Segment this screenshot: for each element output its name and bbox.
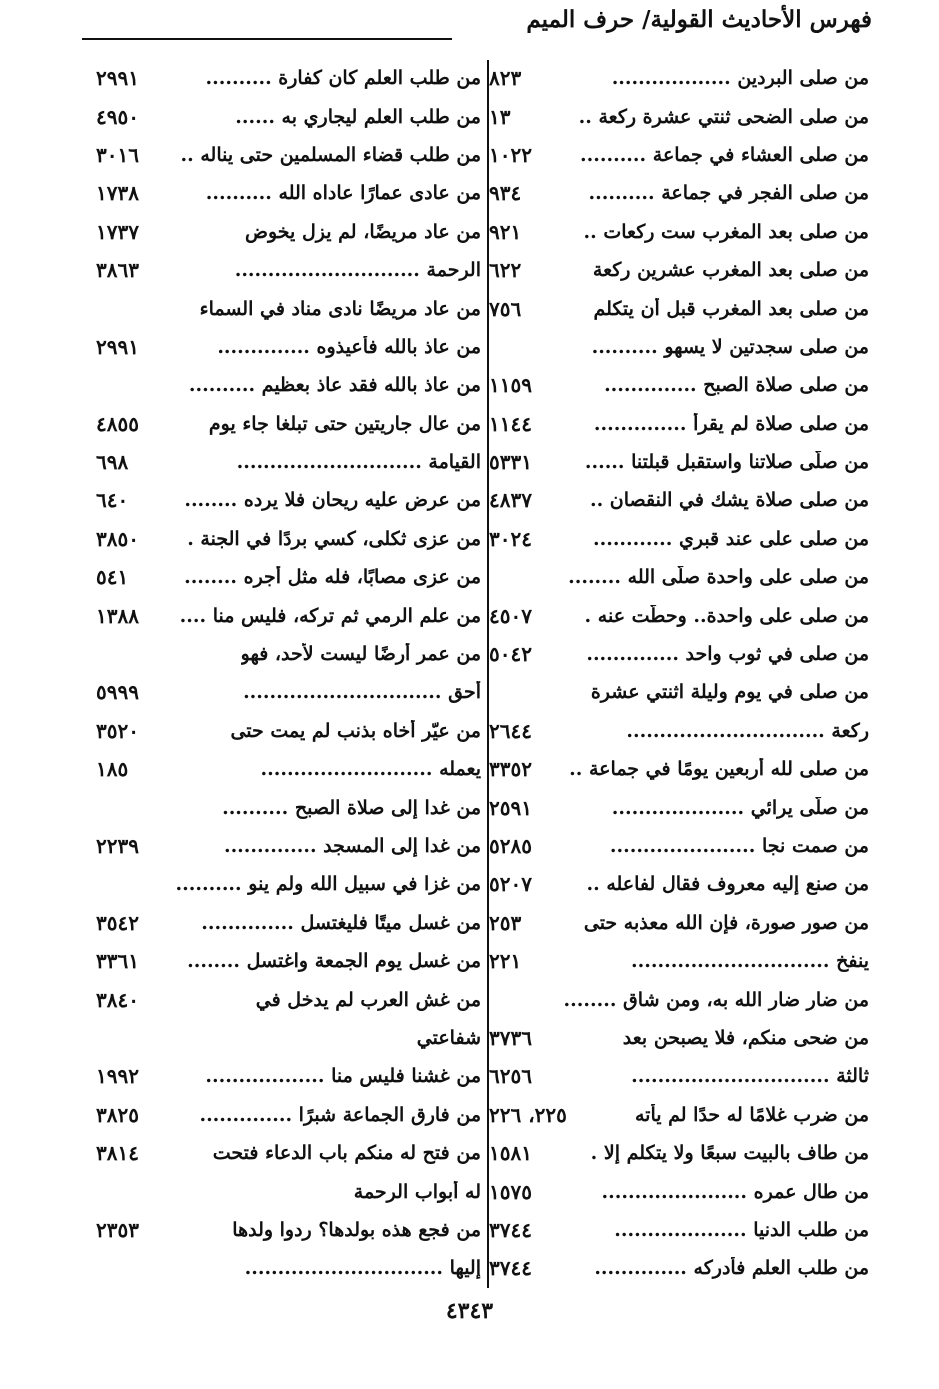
index-entry [96,405,481,443]
index-entry [489,328,869,366]
entry-number: ٢٩٩١ [96,66,139,91]
entry-text: له أبواب الرحمة [353,1180,481,1203]
index-entry [96,788,481,826]
entry-number: ٤٨٥٥ [96,411,139,436]
entry-text: من فجع هذه بولدها؟ ردوا ولدها [232,1218,481,1241]
entry-text: من غدا إلى صلاة الصبح .......... [222,796,481,819]
index-entry [96,596,481,634]
index-entry [96,289,481,327]
entry-text: من عاذ بالله فقد عاذ بعظيم .......... [188,374,481,397]
entry-text: ينفخ .............................. [631,950,869,973]
index-entry [489,520,869,558]
entry-text: من صلى على واحدة صلّى الله ........ [568,566,869,589]
entry-text: من صلى في يوم وليلة اثنتي عشرة [590,681,869,704]
entry-number: ٢٣٥٣ [96,1217,139,1242]
entry-text: من عرض عليه ريحان فلا يرده ........ [184,489,481,512]
entry-number: ٥٣٣١ [489,450,532,475]
entry-text: من طال عمره ...................... [601,1180,869,1203]
entry-number: ١٨٥ [96,757,129,782]
entry-text: من غسل يوم الجمعة واغتسل ........ [187,950,481,973]
index-entry [96,750,481,788]
entry-text: من صلى سجدتين لا يسهو .......... [591,335,869,358]
entry-number: ١٠٢٢ [489,142,532,167]
entry-text: من صلى الضحى ثنتي عشرة ركعة .. [578,105,869,128]
entry-text: من صلى بعد المغرب قبل أن يتكلم [593,297,869,320]
entry-number: ١٩٩٢ [96,1064,139,1089]
entry-text: من طلب الدنيا .................... [614,1218,869,1241]
entry-number: ٥٢٨٥ [489,834,532,858]
entry-number: ٣٥٢٠ [96,718,139,743]
entry-text: من صلى البردين .................. [611,67,869,90]
entry-number: ٣٧٣٦ [489,1025,532,1050]
entry-text: من طلب العلم ليجاري به ...... [235,105,481,128]
entry-text: من فارق الجماعة شبرًا .............. [199,1103,481,1126]
index-entry [489,97,869,135]
entry-number: ٣٠١٦ [96,142,139,167]
index-entry [96,443,481,481]
entry-number: ٥٠٤٢ [489,642,532,667]
entry-text: من صمت نجا ...................... [609,835,869,857]
entry-text: من صلى صلاة يشك في النقصان .. [589,489,869,512]
index-entry [489,596,869,634]
index-entry [489,673,869,711]
entry-number: ١١٥٩ [489,373,532,398]
entry-text: من صلى لله أربعين يومًا في جماعة .. [569,758,869,781]
index-entry [489,1172,869,1210]
entry-text: أحق .............................. [243,681,481,704]
entry-text: من غسل ميتًا فليغتسل .............. [201,911,481,934]
entry-number: ٣٨١٤ [96,1141,139,1166]
entry-text: من صنع إليه معروف فقال لفاعله .. [586,873,869,896]
entry-text: من غدا إلى المسجد .............. [223,835,481,857]
index-entry [96,827,481,865]
entry-text: من صلى الفجر في جماعة .......... [588,182,869,205]
index-entry [489,59,869,97]
index-entry [96,328,481,366]
index-entry [489,827,869,865]
entry-number: ٣٨٦٣ [96,258,139,283]
index-entry [96,1211,481,1249]
entry-text: من عزى مصابًا، فله مثل أجره ........ [184,566,481,589]
entry-text: من صلّى صلاتنا واستقبل قبلتنا ...... [584,451,869,474]
index-entry [489,289,869,327]
index-entry [96,136,481,174]
entry-text: إليها .............................. [244,1257,481,1280]
entry-text: من ضرب غلامًا له حدًا لم يأته [634,1103,869,1126]
entry-number: ٥٩٩٩ [96,680,139,705]
index-entry [96,59,481,97]
entry-number: ٢٦٤٤ [489,718,532,743]
index-entry [489,1134,869,1172]
entry-number: ٩٢١ [489,219,522,244]
entry-number: ٩٣٤ [489,181,522,206]
entry-text: من غشنا فليس منا .................. [205,1065,481,1088]
index-entry [489,1096,869,1134]
entry-text: القيامة ............................ [236,451,481,474]
entry-number: ١٣ [489,104,511,129]
entry-number: ٥٢٠٧ [489,872,532,897]
entry-text: شفاعتي [416,1026,481,1049]
entry-number: ٦٢٢ [489,258,522,283]
entry-number: ١٧٣٨ [96,181,139,206]
index-column-left [96,59,481,1288]
entry-text: من عال جاريتين حتى تبلغا جاء يوم [208,412,481,435]
header-rule [82,38,452,40]
index-entry [96,174,481,212]
entry-number: ٣٧٤٤ [489,1217,532,1242]
entry-text: من عزى ثكلى، كسي بردًا في الجنة . [187,527,481,550]
entry-number: ٣٠٢٤ [489,526,532,551]
entry-text: من صلى صلاة لم يقرأ .............. [593,412,869,435]
entry-text: يعمله .......................... [260,758,481,781]
entry-text: من ضحى منكم، فلا يصبحن بعد [622,1026,869,1049]
index-entry [489,405,869,443]
entry-text: من صور صورة، فإن الله معذبه حتى [583,911,869,934]
index-entry [96,251,481,289]
index-entry [96,1172,481,1210]
entry-text: من فتح له منكم باب الدعاء فتحت [212,1142,481,1165]
index-column-right [489,59,869,1288]
index-entry [489,1211,869,1249]
entry-number: ١٥٧٥ [489,1179,532,1204]
index-entry [96,865,481,903]
index-entry [96,904,481,942]
index-entry [96,635,481,673]
index-entry [96,213,481,251]
entry-number: ٢٩٩١ [96,334,139,359]
index-entry [96,1057,481,1095]
index-entry [96,980,481,1018]
entry-number: ٢٢٥، ٢٢٦ [489,1102,567,1127]
entry-number: ٢٢١ [489,949,522,974]
index-entry [96,712,481,750]
entry-number: ٤٨٣٧ [489,488,532,513]
entry-number: ٢٥٩١ [489,795,532,820]
index-entry [489,443,869,481]
entry-number: ١١٤٤ [489,411,532,436]
index-entry [489,1019,869,1057]
entry-text: من صلى صلاة الصبح .............. [604,374,869,397]
index-entry [489,481,869,519]
index-entry [489,366,869,404]
entry-number: ١٧٣٧ [96,219,139,244]
entry-text: من صلى بعد المغرب عشرين ركعة [592,259,869,282]
index-entry [96,366,481,404]
entry-text: الرحمة ............................ [234,259,481,282]
running-header [82,6,872,46]
entry-text: من طلب العلم فأدركه .............. [594,1257,869,1280]
index-entry [489,980,869,1018]
index-entry [489,865,869,903]
index-entry [96,1019,481,1057]
entry-text: من طاف بالبيت سبعًا ولا يتكلم إلا . [590,1142,869,1165]
entry-number: ٤٥٠٧ [489,603,532,628]
index-entry [489,750,869,788]
index-entry [489,558,869,596]
entry-text: من طلب العلم كان كفارة .......... [205,67,481,90]
entry-number: ١٥٨١ [489,1141,532,1166]
entry-number: ٣٨٢٥ [96,1102,139,1127]
index-entry [96,520,481,558]
entry-text: من غزا في سبيل الله ولم ينو .......... [175,873,481,896]
entry-number: ٦٩٨ [96,450,129,475]
entry-text: من عاذ بالله فأعيذوه .............. [217,335,481,358]
entry-text: ركعة .............................. [626,719,869,742]
entry-text: من طلب قضاء المسلمين حتى يناله .. [180,143,481,166]
index-entry [489,942,869,980]
entry-text: من عادى عمارًا عاداه الله .......... [205,182,481,205]
entry-number: ٤٩٥٠ [96,104,139,129]
entry-number: ٣٨٤٠ [96,987,139,1012]
entry-number: ٢٥٣ [489,910,522,935]
entry-number: ١٣٨٨ [96,603,139,628]
entry-text: من عاد مريضًا نادى مناد في السماء [199,297,481,320]
index-entry [96,1249,481,1287]
entry-number: ٦٢٥٦ [489,1064,532,1089]
index-entry [489,136,869,174]
header-title: فهرس الأحاديث القولية/ حرف الميم [526,6,872,33]
index-entry [489,213,869,251]
entry-number: ٧٥٦ [489,296,522,321]
entry-text: من صلى على واحدة.. وحطّت عنه . [584,604,869,627]
entry-text: ثالثة .............................. [631,1065,869,1088]
entry-number: ٣٨٥٠ [96,526,139,551]
index-entry [96,481,481,519]
index-entry [96,1096,481,1134]
index-entry [489,251,869,289]
entry-text: من صلى العشاء في جماعة .......... [580,143,869,166]
entry-number: ٣٧٤٤ [489,1256,532,1281]
index-entry [489,904,869,942]
entry-text: من عيّر أخاه بذنب لم يمت حتى [230,719,481,742]
column-divider [487,60,489,1288]
index-entry [96,673,481,711]
entry-number: ٣٣٦١ [96,949,139,974]
index-entry [489,635,869,673]
entry-text: من صلى بعد المغرب ست ركعات .. [583,220,869,243]
index-entry [489,174,869,212]
entry-text: من غش العرب لم يدخل في [255,988,481,1011]
index-entry [489,712,869,750]
entry-text: من ضار ضار الله به، ومن شاق ........ [563,988,869,1011]
entry-number: ٢٢٣٩ [96,834,139,858]
entry-number: ٨٢٣ [489,66,522,91]
entry-text: من صلّى يرائي .................... [611,796,869,819]
entry-text: من صلى على عند قبري ............ [592,527,869,550]
index-entry [489,1057,869,1095]
entry-text: من عمر أرضًا ليست لأحد، فهو [240,643,481,666]
index-entry [96,942,481,980]
index-entry [96,558,481,596]
entry-number: ٥٤١ [96,565,129,590]
page-number: ٤٣٤٣ [445,1298,494,1324]
entry-text: من صلى في ثوب واحد .............. [586,643,869,666]
index-entry [96,1134,481,1172]
entry-text: من عاد مريضًا، لم يزل يخوض [245,220,481,243]
entry-number: ٣٥٤٢ [96,910,139,935]
index-entry [96,97,481,135]
entry-number: ٦٤٠ [96,488,129,513]
entry-number: ٣٣٥٢ [489,757,532,782]
entry-text: من علم الرمي ثم تركه، فليس منا .... [179,604,481,627]
index-entry [489,788,869,826]
index-entry [489,1249,869,1287]
